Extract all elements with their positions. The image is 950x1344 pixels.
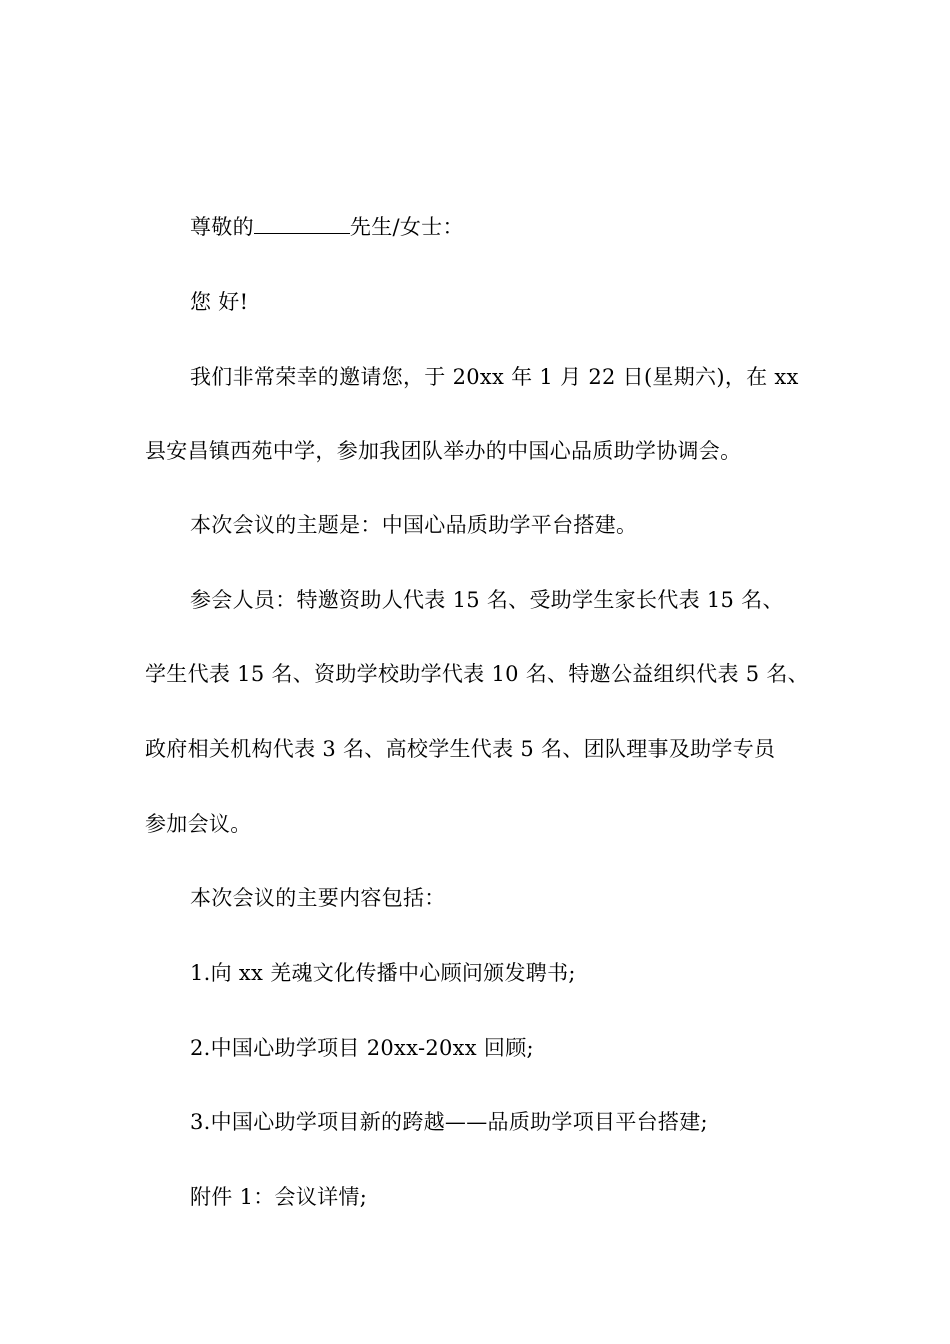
list-item: 1.向 xx 羌魂文化传播中心顾问颁发聘书; [190,961,576,985]
salutation-line [190,213,464,241]
paragraph-line: 参会人员：特邀资助人代表 15 名、受助学生家长代表 15 名、 [190,588,784,612]
paragraph-line: 县安昌镇西苑中学，参加我团队举办的中国心品质助学协调会。 [145,439,742,463]
paragraph-line: 本次会议的主要内容包括： [190,886,446,910]
paragraph-line: 本次会议的主题是：中国心品质助学平台搭建。 [190,513,638,537]
salutation-suffix: 先生/女士： [349,215,464,239]
paragraph-line: 参加会议。 [145,812,252,836]
name-blank [254,215,350,234]
paragraph-line: 学生代表 15 名、资助学校助学代表 10 名、特邀公益组织代表 5 名、 [145,662,809,686]
salutation-prefix: 尊敬的 [190,215,254,239]
paragraph-line: 政府相关机构代表 3 名、高校学生代表 5 名、团队理事及助学专员 [145,737,776,761]
greeting: 您 好! [190,290,249,314]
list-item: 2.中国心助学项目 20xx-20xx 回顾; [190,1036,534,1060]
attachment-line: 附件 1：会议详情; [190,1185,368,1209]
list-item: 3.中国心助学项目新的跨越——品质助学项目平台搭建; [190,1110,708,1134]
paragraph-line: 我们非常荣幸的邀请您，于 20xx 年 1 月 22 日(星期六)，在 xx [190,365,799,389]
